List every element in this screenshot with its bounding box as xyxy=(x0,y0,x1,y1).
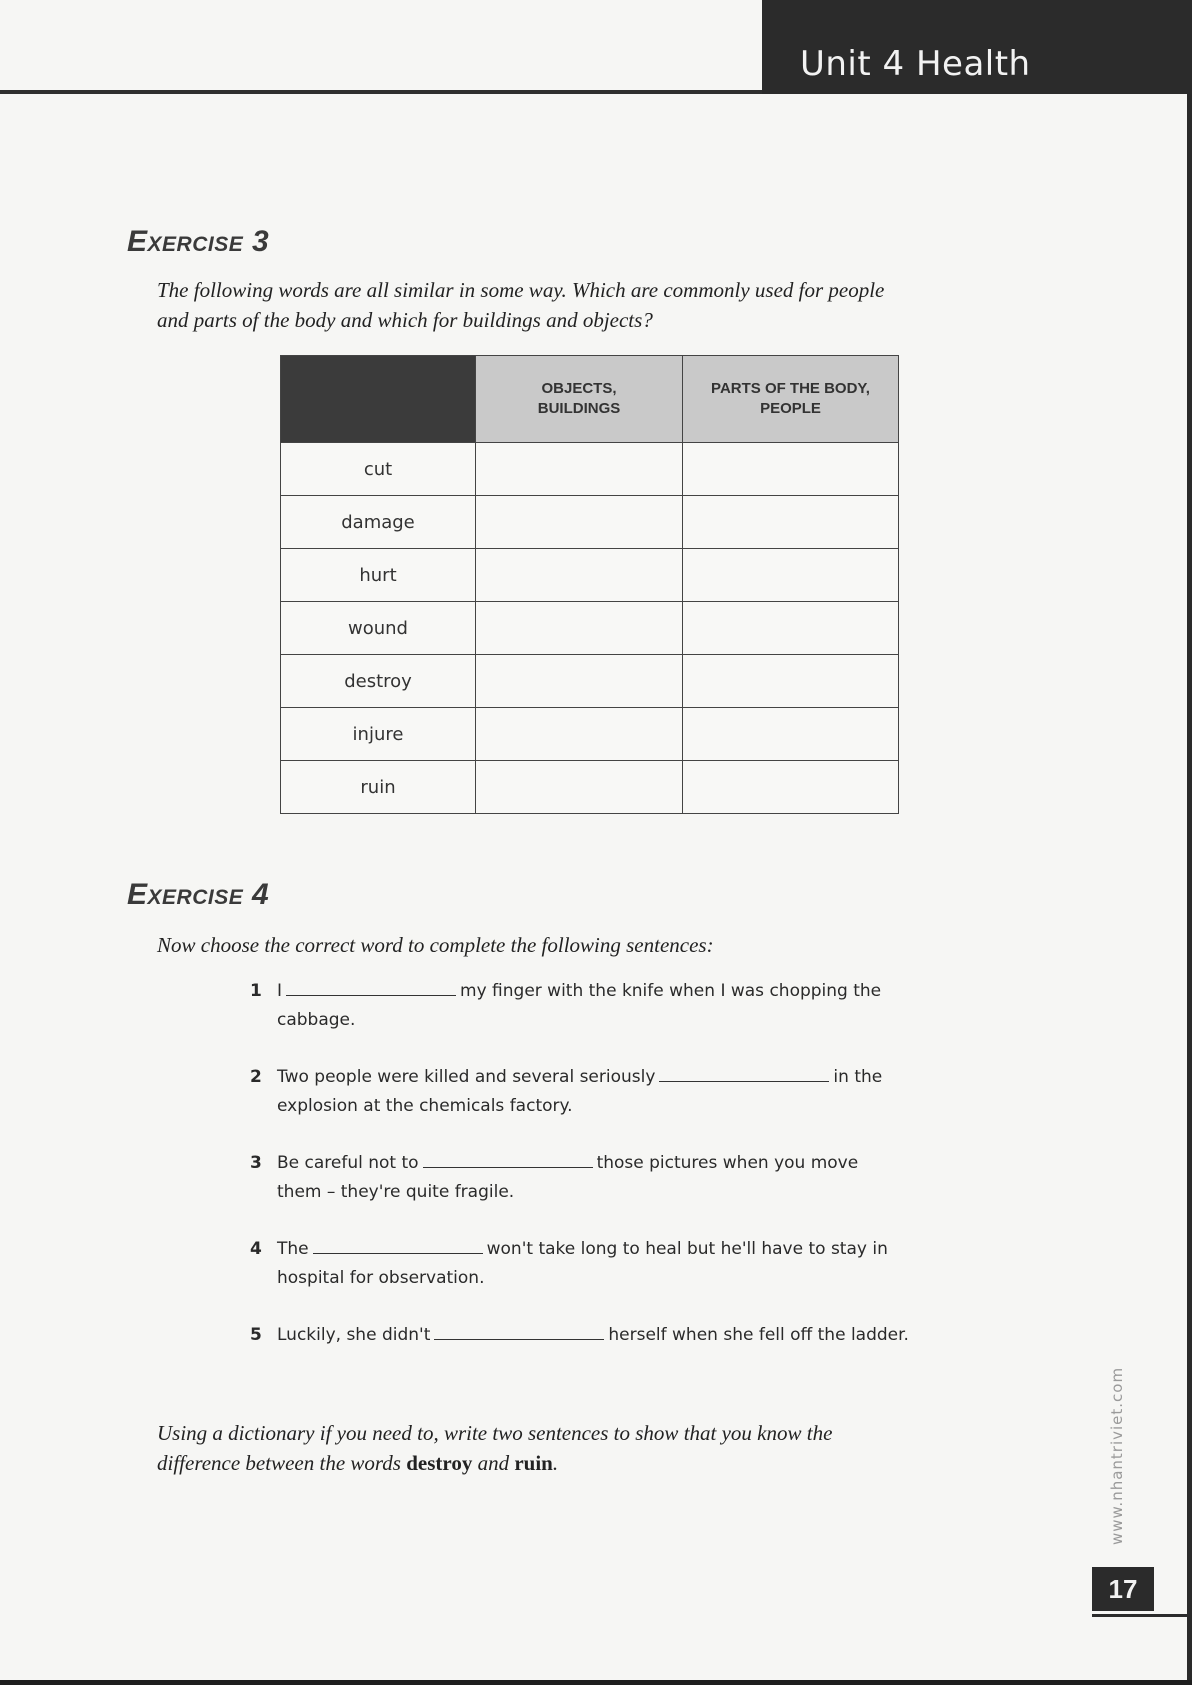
sentence-number: 5 xyxy=(250,1325,262,1345)
answer-blank[interactable] xyxy=(313,1235,483,1254)
keyword-destroy: destroy xyxy=(406,1451,473,1475)
sentence-text: Be careful not to xyxy=(277,1153,419,1173)
table-row xyxy=(281,549,899,602)
answer-cell-people[interactable] xyxy=(683,655,899,708)
column-header-people xyxy=(683,356,899,443)
sentence-text: herself when she fell off the ladder. xyxy=(608,1325,909,1345)
row-label-damage: damage xyxy=(281,496,476,549)
answer-cell-people[interactable] xyxy=(683,708,899,761)
sentence-number: 4 xyxy=(250,1239,262,1259)
column-header-line: BUILDINGS xyxy=(537,400,621,417)
word-classification-table xyxy=(280,355,899,814)
row-label-wound: wound xyxy=(281,602,476,655)
exercise-4-instruction: Now choose the correct word to complete the following sentences: xyxy=(157,933,714,957)
sentence-text: hospital for observation. xyxy=(277,1268,485,1288)
table-row xyxy=(281,655,899,708)
sentence-text: my finger with the knife when I was chopping the xyxy=(460,981,882,1001)
row-label-injure: injure xyxy=(281,708,476,761)
instruction-line: and parts of the body and which for buildings and objects? xyxy=(157,308,653,332)
answer-cell-objects[interactable] xyxy=(476,549,683,602)
table-row xyxy=(281,496,899,549)
answer-blank[interactable] xyxy=(286,977,456,996)
table-row xyxy=(281,761,899,814)
sentence-text: cabbage. xyxy=(277,1010,356,1030)
column-header-line: PEOPLE xyxy=(760,400,821,417)
table-row xyxy=(281,708,899,761)
sentence-text: those pictures when you move xyxy=(596,1153,859,1173)
instruction-line: Using a dictionary if you need to, write two sentences to show that you know the xyxy=(157,1421,833,1445)
sentence-text: I xyxy=(277,981,283,1001)
row-label-cut: cut xyxy=(281,443,476,496)
answer-cell-objects[interactable] xyxy=(476,602,683,655)
keyword-ruin: ruin xyxy=(514,1451,553,1475)
answer-cell-objects[interactable] xyxy=(476,708,683,761)
answer-blank[interactable] xyxy=(659,1063,829,1082)
sentence-text: The xyxy=(277,1239,309,1259)
answer-cell-objects[interactable] xyxy=(476,655,683,708)
instruction-text: difference between the words xyxy=(157,1451,401,1475)
table-header-row xyxy=(281,356,899,443)
list-item xyxy=(250,1235,990,1293)
sentence-text: Luckily, she didn't xyxy=(277,1325,431,1345)
table-corner xyxy=(281,356,476,443)
row-label-ruin: ruin xyxy=(281,761,476,814)
sentence-text: Two people were killed and several seriously xyxy=(277,1067,656,1087)
watermark: www.nhantriviet.com xyxy=(1108,1366,1126,1545)
table-row xyxy=(281,443,899,496)
answer-cell-people[interactable] xyxy=(683,496,899,549)
answer-cell-people[interactable] xyxy=(683,761,899,814)
sentence-text: explosion at the chemicals factory. xyxy=(277,1096,573,1116)
instruction-text: . xyxy=(552,1451,559,1475)
row-label-destroy: destroy xyxy=(281,655,476,708)
answer-cell-people[interactable] xyxy=(683,443,899,496)
column-header-line: PARTS OF THE BODY, xyxy=(711,380,870,397)
answer-cell-people[interactable] xyxy=(683,549,899,602)
sentence-number: 2 xyxy=(250,1067,262,1087)
answer-cell-objects[interactable] xyxy=(476,496,683,549)
exercise-3-heading: Exercise 3 xyxy=(127,225,270,258)
unit-title: Unit 4 Health xyxy=(800,44,1031,84)
list-item xyxy=(250,1063,990,1121)
table-row xyxy=(281,602,899,655)
sentence-text: won't take long to heal but he'll have to stay in xyxy=(486,1239,888,1259)
instruction-line: The following words are all similar in some way. Which are commonly used for people xyxy=(157,278,885,302)
instruction-line xyxy=(157,1448,832,1478)
page-number: 17 xyxy=(1092,1567,1154,1611)
exercise-3-instruction xyxy=(157,275,884,335)
sentence-number: 3 xyxy=(250,1153,262,1173)
right-edge-rule xyxy=(1187,94,1192,1685)
list-item xyxy=(250,1321,990,1350)
column-header-objects xyxy=(476,356,683,443)
instruction-text: and xyxy=(477,1451,510,1475)
bottom-edge-rule xyxy=(0,1680,1192,1685)
column-header-line: OBJECTS, xyxy=(541,380,617,397)
row-label-hurt: hurt xyxy=(281,549,476,602)
sentence-number: 1 xyxy=(250,981,262,1001)
answer-blank[interactable] xyxy=(423,1149,593,1168)
answer-blank[interactable] xyxy=(434,1321,604,1340)
sentence-text: them – they're quite fragile. xyxy=(277,1182,515,1202)
answer-cell-objects[interactable] xyxy=(476,443,683,496)
final-instruction xyxy=(157,1418,832,1478)
page-number-rule xyxy=(1092,1614,1192,1617)
answer-cell-objects[interactable] xyxy=(476,761,683,814)
exercise-4-heading: Exercise 4 xyxy=(127,878,270,911)
list-item xyxy=(250,977,990,1035)
sentence-text: in the xyxy=(833,1067,883,1087)
answer-cell-people[interactable] xyxy=(683,602,899,655)
list-item xyxy=(250,1149,990,1207)
